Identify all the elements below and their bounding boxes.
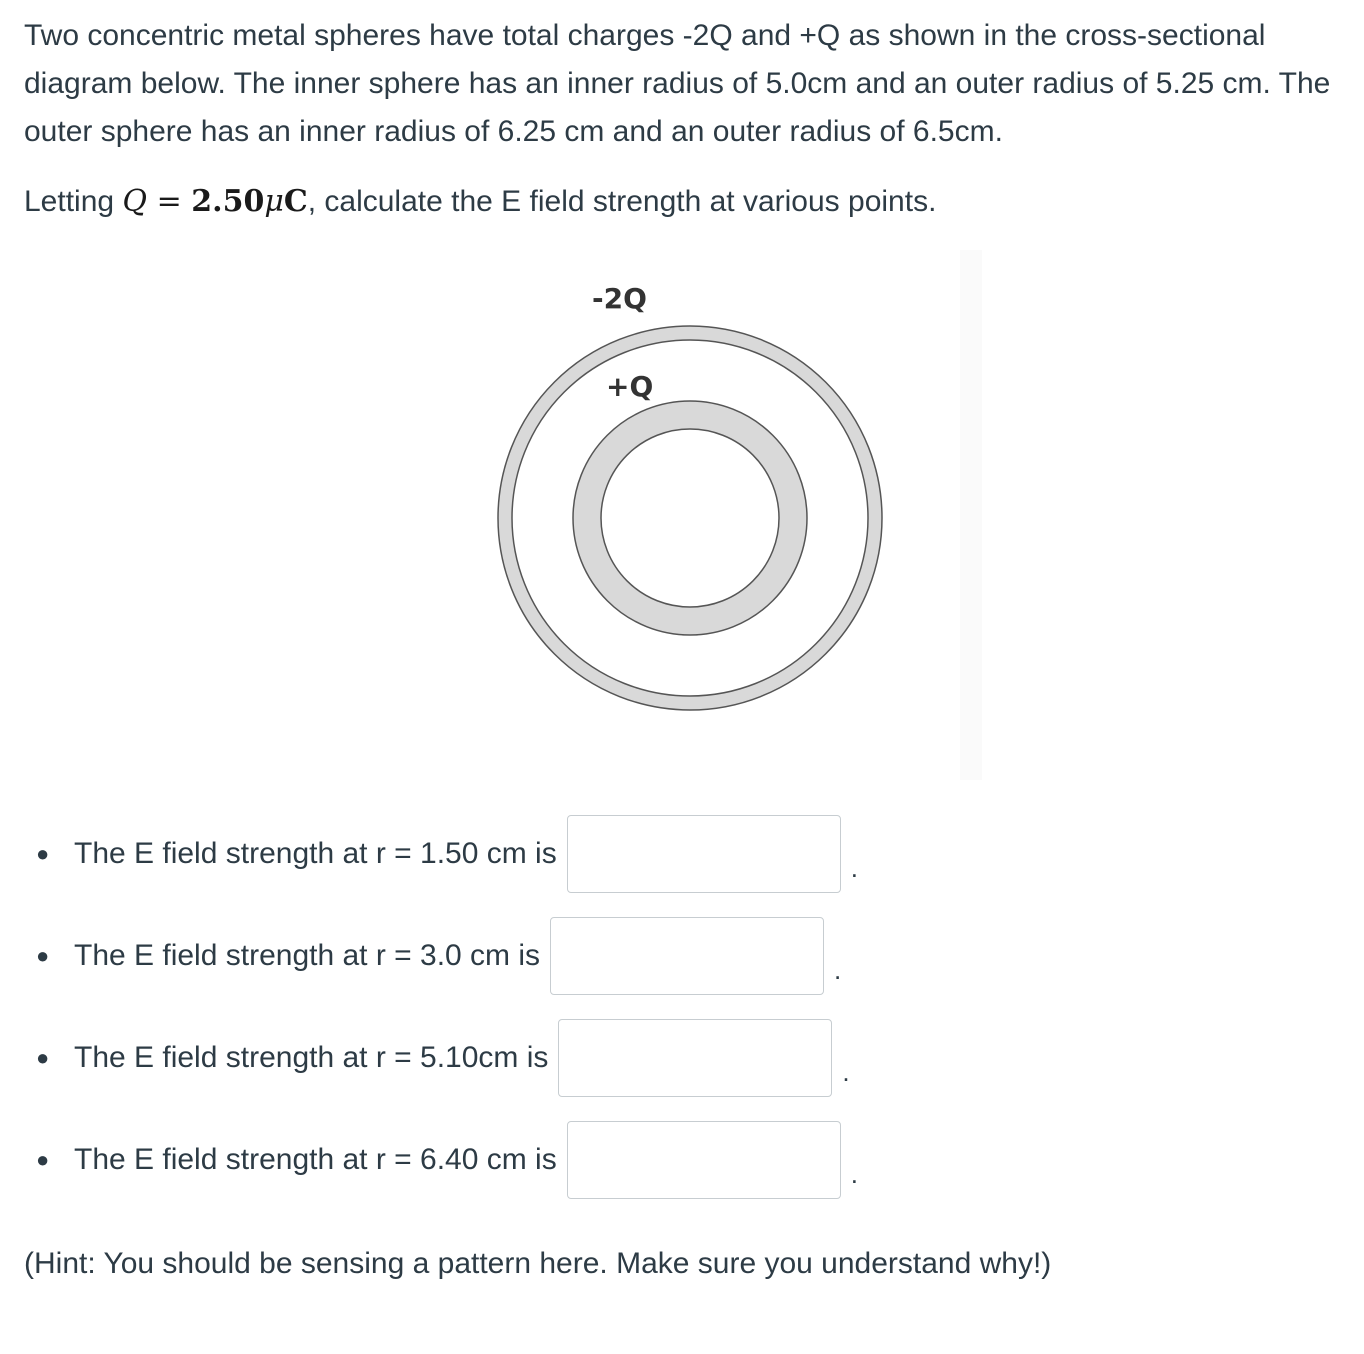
math-value: 2.50 <box>191 184 265 219</box>
answer-input-r-1-50[interactable] <box>567 815 841 893</box>
question-period: . <box>850 1159 858 1189</box>
math-unit: C <box>283 184 308 219</box>
answer-input-r-3-0[interactable] <box>550 917 824 995</box>
question-text: The E field strength at r = 3.0 cm is <box>74 939 541 972</box>
math-q: Q <box>122 184 148 219</box>
concentric-spheres-diagram <box>470 250 982 780</box>
letting-line <box>24 178 936 226</box>
answer-input-r-5-10[interactable] <box>558 1019 832 1097</box>
answer-input-r-6-40[interactable] <box>567 1121 841 1199</box>
question-period: . <box>842 1057 850 1087</box>
charge-equation <box>122 184 307 219</box>
bullet-icon: ● <box>36 943 50 968</box>
letting-suffix: , calculate the E field strength at various points. <box>307 185 937 218</box>
question-item <box>30 814 858 894</box>
question-text: The E field strength at r = 5.10cm is <box>74 1041 549 1074</box>
problem-intro: Two concentric metal spheres have total charges -2Q and +Q as shown in the cross-sectional diagram below. The inner sphere has an inner radius of 5.0cm and an outer radius of 5.25 cm. The outer sphere has an inner radius of 6.25 cm and an outer radius of 6.5cm. <box>24 19 1331 148</box>
question-item <box>30 1018 850 1098</box>
question-text: The E field strength at r = 1.50 cm is <box>74 837 557 870</box>
math-eq: = <box>147 184 192 219</box>
question-item <box>30 916 841 996</box>
question-text: The E field strength at r = 6.40 cm is <box>74 1143 557 1176</box>
question-item <box>30 1120 858 1200</box>
diagram-edge-shade <box>960 250 982 780</box>
outer-charge-label: -2Q <box>592 282 647 315</box>
question-period: . <box>834 955 842 985</box>
bullet-icon: ● <box>36 841 50 866</box>
letting-prefix: Letting <box>24 185 123 218</box>
inner-charge-label: +Q <box>606 370 654 403</box>
bullet-icon: ● <box>36 1045 50 1070</box>
math-mu: μ <box>264 184 284 219</box>
bullet-icon: ● <box>36 1147 50 1172</box>
diagram-svg <box>470 250 982 780</box>
hint-text: (Hint: You should be sensing a pattern here. Make sure you understand why!) <box>24 1247 1052 1280</box>
inner-sphere-cavity <box>601 429 779 607</box>
question-period: . <box>850 853 858 883</box>
